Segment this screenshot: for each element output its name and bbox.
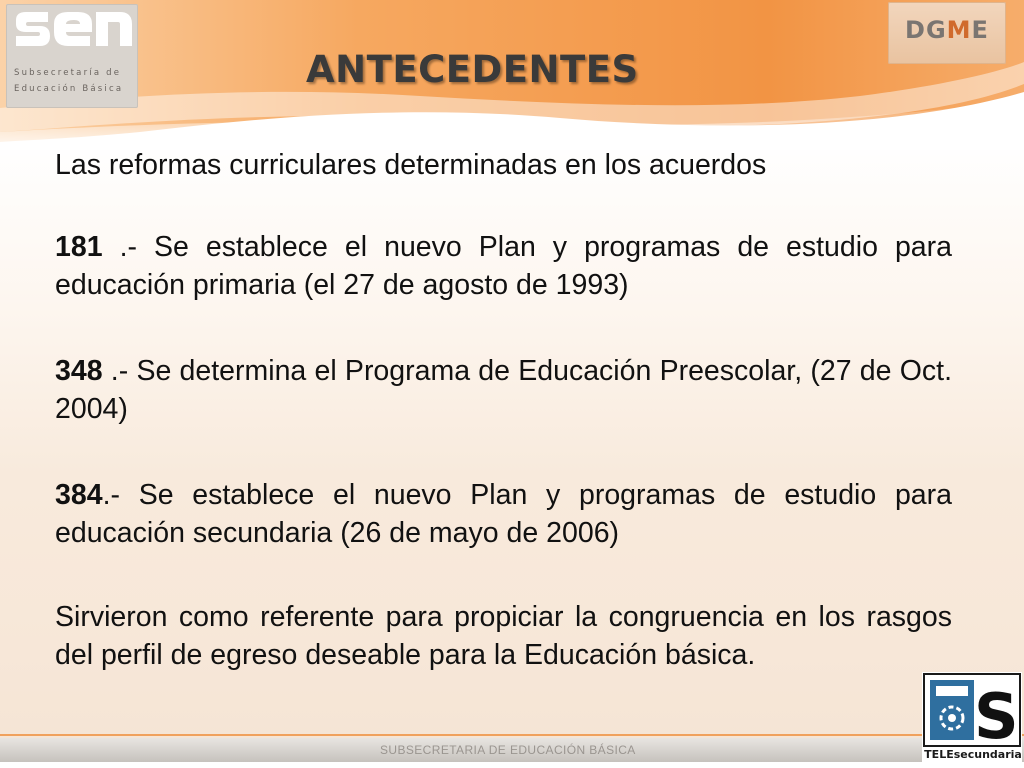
telesecundaria-logo-mark bbox=[922, 672, 1022, 748]
telesecundaria-caption: TELEsecundaria bbox=[924, 748, 1022, 761]
agreement-item-348 bbox=[55, 352, 952, 428]
dgme-logo-text bbox=[888, 16, 1006, 44]
agreement-number: 384 bbox=[55, 479, 103, 511]
sen-logo-mark bbox=[12, 6, 134, 58]
agreement-item-384 bbox=[55, 476, 952, 552]
footer-text: SUBSECRETARIA DE EDUCACIÓN BÁSICA bbox=[380, 743, 636, 757]
agreement-text: .- Se determina el Programa de Educación Preescolar, (27 de Oct. 2004) bbox=[55, 355, 952, 425]
agreement-number: 348 bbox=[55, 355, 103, 387]
intro-paragraph: Las reformas curriculares determinadas en los acuerdos bbox=[55, 149, 767, 181]
telesecundaria-logo-letter: S bbox=[974, 680, 1019, 748]
dgme-logo-suffix: E bbox=[971, 16, 989, 44]
agreement-text: .- Se establece el nuevo Plan y programas de estudio para educación secundaria (26 de mayo de 2006) bbox=[55, 479, 952, 549]
agreement-text: .- Se establece el nuevo Plan y programas de estudio para educación primaria (el 27 de agosto de 1993) bbox=[55, 231, 952, 301]
agreement-item-181 bbox=[55, 228, 952, 304]
dgme-logo-m: M bbox=[946, 16, 972, 44]
closing-paragraph: Sirvieron como referente para propiciar la congruencia en los rasgos del perfil de egreso deseable para la Educación básica. bbox=[55, 601, 952, 671]
sen-logo bbox=[6, 4, 138, 108]
sen-logo-subtitle-2: Educación Básica bbox=[14, 84, 124, 94]
sen-logo-subtitle-1: Subsecretaría de bbox=[14, 68, 122, 78]
agreement-number: 181 bbox=[55, 231, 103, 263]
slide-title: ANTECEDENTES bbox=[306, 48, 639, 91]
dgme-logo-prefix: DG bbox=[905, 16, 947, 44]
dgme-logo bbox=[888, 2, 1006, 64]
